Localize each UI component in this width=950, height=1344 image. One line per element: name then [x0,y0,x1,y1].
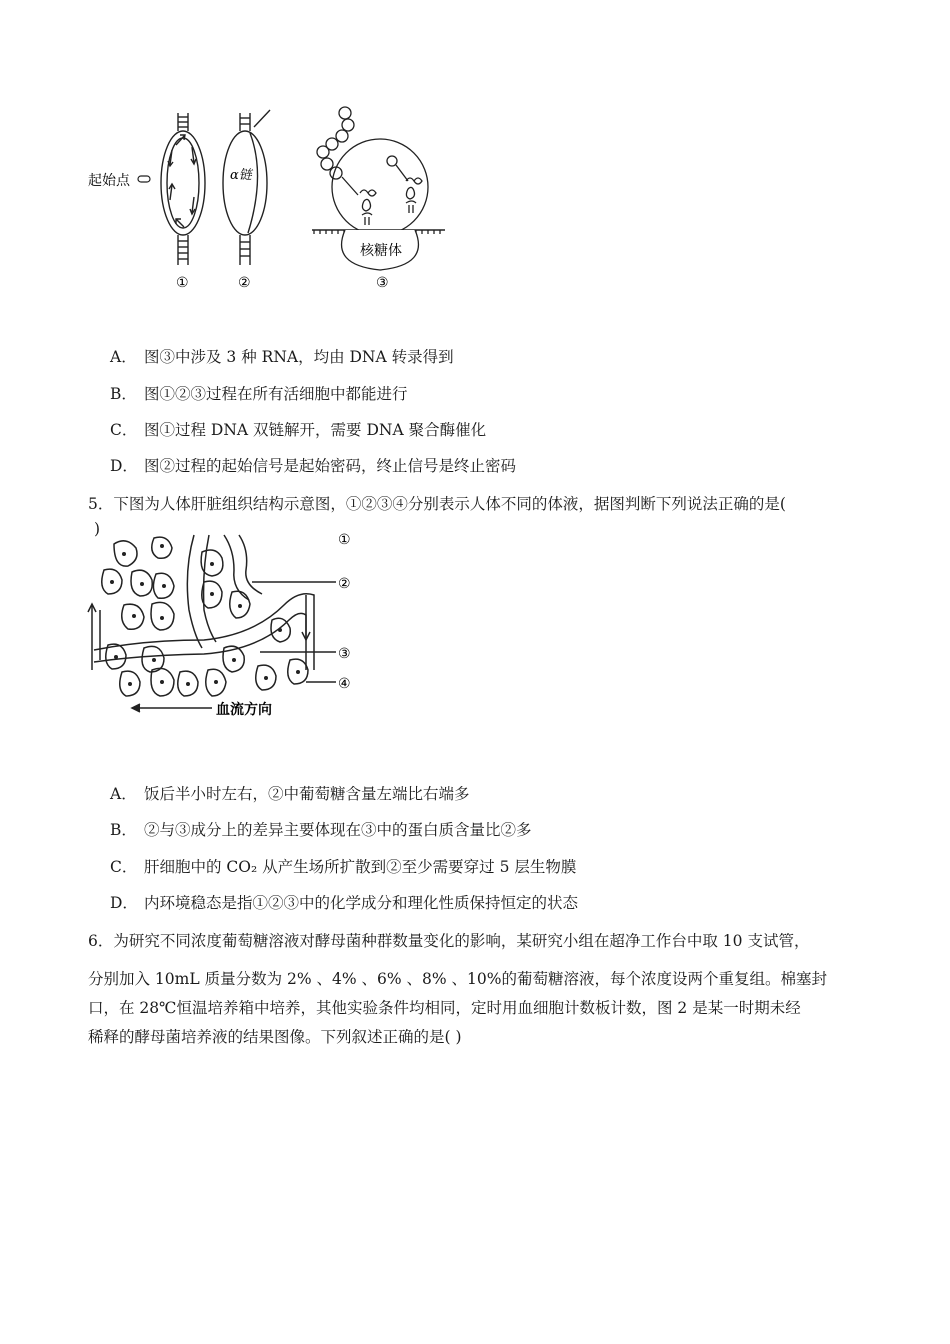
option-text: 图①过程 DNA 双链解开，需要 DNA 聚合酶催化 [144,421,487,439]
num-3: ③ [376,275,389,291]
figure1-diagram [80,105,460,300]
q5-option-a[interactable] [110,784,470,804]
transcription-bubble [223,110,270,265]
q5-option-d[interactable] [110,893,578,913]
option-letter: B． [110,821,137,839]
q5-question-line1: 5．下图为人体肝脏组织结构示意图，①②③④分别表示人体不同的体液，据图判断下列说法正确的是( [88,495,786,513]
label-n3: ③ [338,646,351,662]
q5-option-c[interactable] [110,857,576,877]
figure-transcription-translation [80,105,460,300]
option-text: 图①②③过程在所有活细胞中都能进行 [144,385,408,403]
option-letter: A． [110,785,137,803]
q6-question-line1: 6．为研究不同浓度葡萄糖溶液对酵母菌种群数量变化的影响，某研究小组在超净工作台中取 10 支试管， [88,932,810,950]
q4-option-d[interactable] [110,456,516,476]
label-blood-flow: 血流方向 [216,702,272,718]
q6-question-line4: 稀释的酵母菌培养液的结果图像。下列叙述正确的是( ) [88,1028,462,1046]
q6-question-line2: 分别加入 10mL 质量分数为 2% 、4% 、6% 、8% 、10%的葡萄糖溶液，每个浓度设两个重复组。棉塞封 [88,970,828,988]
option-text: 肝细胞中的 CO₂ 从产生场所扩散到②至少需要穿过 5 层生物膜 [144,858,577,876]
option-letter: D． [110,894,138,912]
figure-liver-tissue [84,530,364,725]
label-n4: ④ [338,676,351,692]
option-letter: C． [110,421,138,439]
start-marker [138,176,150,182]
num-2: ② [238,275,251,291]
option-letter: D． [110,457,138,475]
option-text: 图③中涉及 3 种 RNA，均由 DNA 转录得到 [144,348,454,366]
q5-question-line2: ) [94,520,101,538]
label-n1: ① [338,532,351,548]
option-text: ②与③成分上的差异主要体现在③中的蛋白质含量比②多 [144,821,532,839]
replication-bubble [161,113,205,265]
label-alpha-chain: α链 [230,168,252,183]
option-letter: A． [110,348,137,366]
label-n2: ② [338,576,351,592]
q5-option-b[interactable] [110,820,532,840]
option-text: 内环境稳态是指①②③中的化学成分和理化性质保持恒定的状态 [144,894,579,912]
label-start-point: 起始点 [88,173,130,189]
label-ribosome: 核糖体 [360,243,402,259]
q4-option-b[interactable] [110,384,408,404]
q4-option-c[interactable] [110,420,486,440]
q4-option-a[interactable] [110,347,454,367]
q6-question-line3: 口，在 28℃恒温培养箱中培养，其他实验条件均相同，定时用血细胞计数板计数，图 2 是某一时期未经 [88,999,801,1017]
liver-diagram [84,530,364,725]
option-text: 饭后半小时左右，②中葡萄糖含量左端比右端多 [144,785,470,803]
option-letter: C． [110,858,138,876]
option-letter: B． [110,385,137,403]
num-1: ① [176,275,189,291]
option-text: 图②过程的起始信号是起始密码，终止信号是终止密码 [144,457,517,475]
